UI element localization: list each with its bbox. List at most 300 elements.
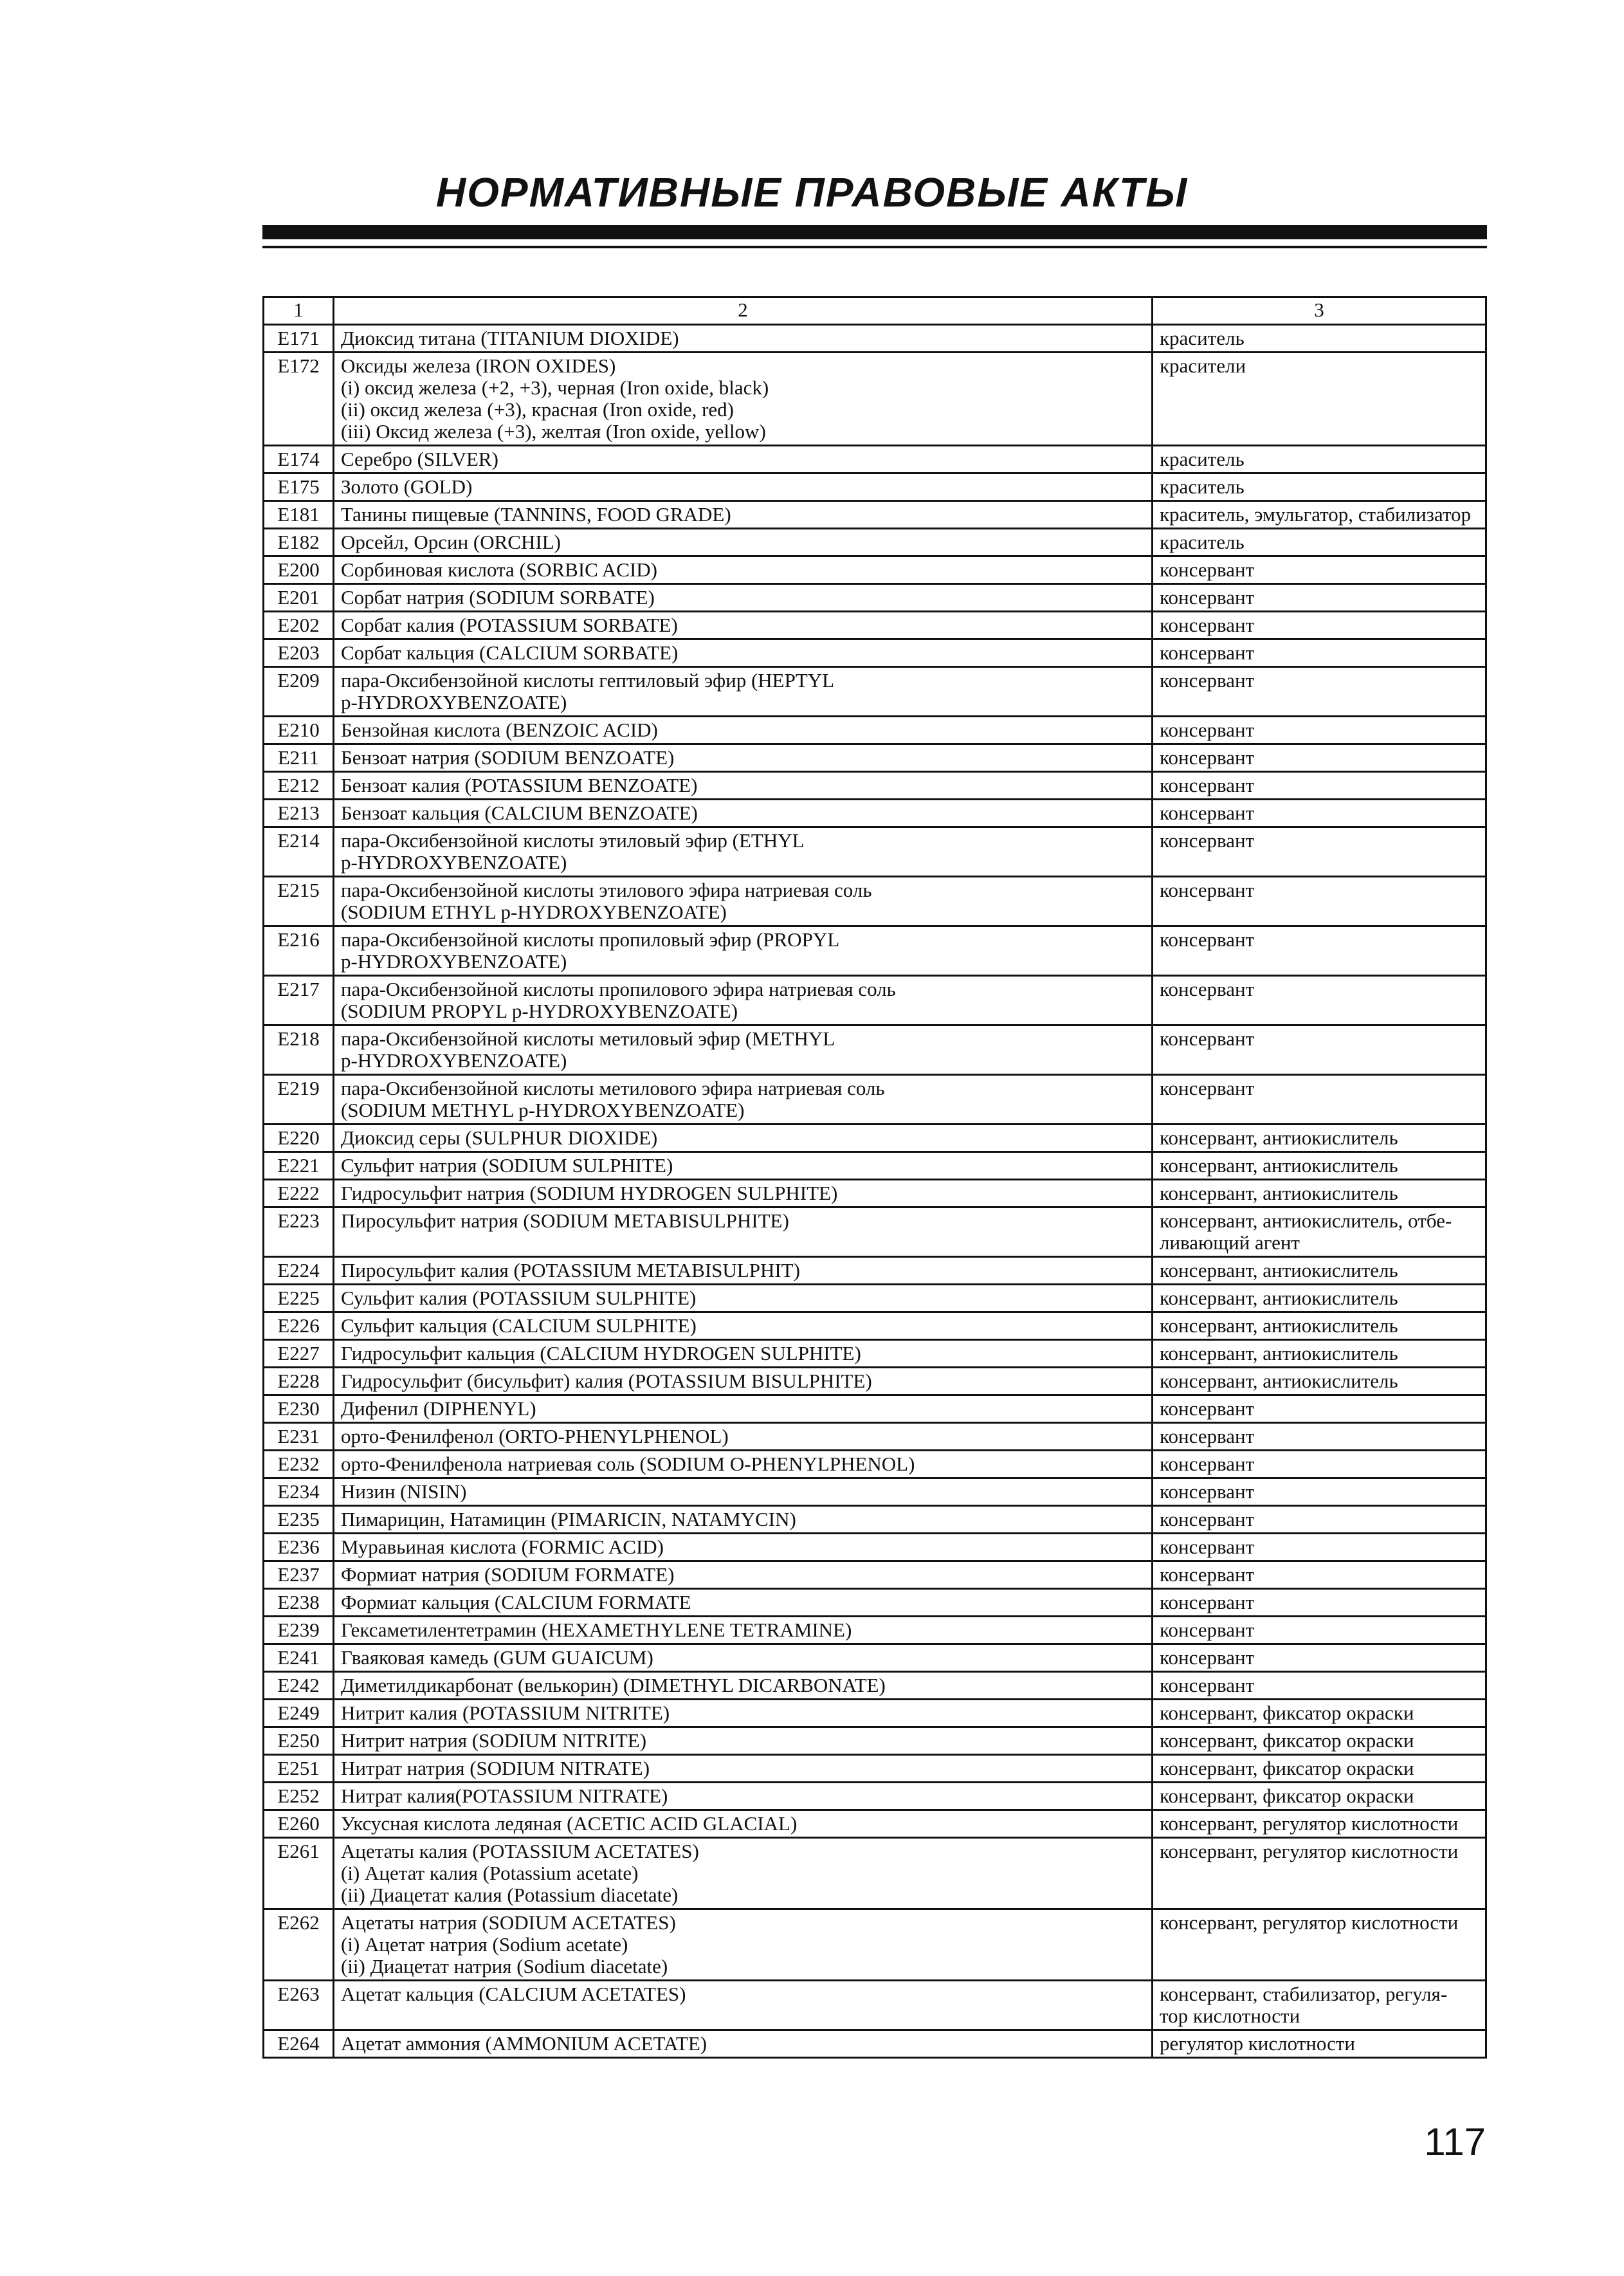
- additive-code-cell: E262: [264, 1909, 334, 1981]
- additive-code-cell: E181: [264, 501, 334, 529]
- additive-code-cell: E203: [264, 639, 334, 667]
- table-row: [264, 612, 1486, 639]
- additive-name-line: Гидросульфит натрия (SODIUM HYDROGEN SULPHITE): [341, 1182, 838, 1204]
- table-row: [264, 1534, 1486, 1561]
- table-row: [264, 1810, 1486, 1838]
- additive-code-cell: E228: [264, 1368, 334, 1395]
- additive-name-line: Муравьиная кислота (FORMIC ACID): [341, 1536, 664, 1558]
- additive-function-line: консервант: [1160, 1536, 1255, 1558]
- additive-code-cell: E261: [264, 1838, 334, 1909]
- additive-name-line: Ацетаты калия (POTASSIUM ACETATES): [341, 1840, 699, 1862]
- additive-function-line: консервант: [1160, 978, 1255, 1000]
- additive-function-cell: [1153, 612, 1486, 639]
- additive-function-cell: [1153, 1312, 1486, 1340]
- additive-name-line: Орсейл, Орсин (ORCHIL): [341, 531, 561, 553]
- additive-code-cell: E241: [264, 1644, 334, 1672]
- additive-function-cell: [1153, 877, 1486, 926]
- additive-function-line: консервант: [1160, 1674, 1255, 1696]
- additive-function-cell: [1153, 1909, 1486, 1981]
- additive-code-cell: E223: [264, 1207, 334, 1257]
- additive-function-cell: [1153, 1783, 1486, 1810]
- additive-code-cell: E239: [264, 1617, 334, 1644]
- table-row: [264, 1727, 1486, 1755]
- table-row: [264, 827, 1486, 877]
- additive-function-line: консервант, антиокислитель: [1160, 1287, 1398, 1309]
- additive-code-cell: E217: [264, 976, 334, 1025]
- table-row: [264, 800, 1486, 827]
- additive-name-cell: [334, 1534, 1153, 1561]
- table-row: [264, 1395, 1486, 1423]
- additive-name-cell: [334, 353, 1153, 446]
- additive-code-cell: E213: [264, 800, 334, 827]
- additive-function-line: консервант: [1160, 669, 1255, 692]
- additive-function-cell: [1153, 1207, 1486, 1257]
- additive-name-line: Уксусная кислота ледяная (ACETIC ACID GLACIAL): [341, 1812, 798, 1835]
- additive-function-cell: [1153, 1451, 1486, 1478]
- page-number: 117: [1424, 2120, 1486, 2163]
- column-header-1: 1: [264, 297, 334, 325]
- additive-name-line: (ii) оксид железа (+3), красная (Iron oxide, red): [341, 398, 734, 421]
- additive-name-line: Гидросульфит кальция (CALCIUM HYDROGEN SULPHITE): [341, 1342, 861, 1364]
- additive-function-cell: [1153, 1644, 1486, 1672]
- additive-code-cell: E227: [264, 1340, 334, 1368]
- additive-name-line: (iii) Оксид железа (+3), желтая (Iron oxide, yellow): [341, 420, 766, 443]
- additive-function-cell: [1153, 744, 1486, 772]
- additive-function-line: краситель: [1160, 475, 1245, 498]
- additive-name-cell: [334, 1312, 1153, 1340]
- additive-function-line: консервант, регулятор кислотности: [1160, 1911, 1459, 1934]
- additive-code-cell: E238: [264, 1589, 334, 1617]
- additive-name-line: Нитрит калия (POTASSIUM NITRITE): [341, 1702, 670, 1724]
- additive-function-cell: [1153, 1368, 1486, 1395]
- additive-function-cell: [1153, 556, 1486, 584]
- additive-function-cell: [1153, 667, 1486, 717]
- additive-code-cell: E225: [264, 1285, 334, 1312]
- additive-name-cell: [334, 1700, 1153, 1727]
- additive-function-line: консервант: [1160, 586, 1255, 609]
- additive-name-cell: [334, 772, 1153, 800]
- additive-name-line: (i) оксид железа (+2, +3), черная (Iron oxide, black): [341, 376, 769, 399]
- additive-name-cell: [334, 1075, 1153, 1124]
- table-row: [264, 1152, 1486, 1180]
- additive-name-line: Сульфит натрия (SODIUM SULPHITE): [341, 1154, 673, 1177]
- table-row: [264, 501, 1486, 529]
- title-rule: [262, 225, 1487, 239]
- additive-function-line: консервант: [1160, 1453, 1255, 1475]
- additive-name-cell: [334, 1124, 1153, 1152]
- table-row: [264, 353, 1486, 446]
- additive-function-cell: [1153, 1727, 1486, 1755]
- additive-function-cell: [1153, 1617, 1486, 1644]
- additive-function-cell: [1153, 639, 1486, 667]
- additive-function-cell: [1153, 926, 1486, 976]
- additive-function-cell: [1153, 473, 1486, 501]
- table-row: [264, 584, 1486, 612]
- additive-function-cell: [1153, 1672, 1486, 1700]
- additive-function-line: консервант: [1160, 774, 1255, 796]
- table-row: [264, 639, 1486, 667]
- additive-name-cell: [334, 1644, 1153, 1672]
- additive-name-line: (ii) Диацетат натрия (Sodium diacetate): [341, 1955, 668, 1978]
- additive-name-line: Нитрат натрия (SODIUM NITRATE): [341, 1757, 650, 1779]
- table-row: [264, 1909, 1486, 1981]
- table-row: [264, 1783, 1486, 1810]
- additive-name-line: Гидросульфит (бисульфит) калия (POTASSIUM BISULPHITE): [341, 1370, 872, 1392]
- additive-name-cell: [334, 1561, 1153, 1589]
- table-row: [264, 1561, 1486, 1589]
- additive-name-line: Бензойная кислота (BENZOIC ACID): [341, 719, 658, 741]
- additive-function-cell: [1153, 1124, 1486, 1152]
- additive-name-line: Пиросульфит натрия (SODIUM METABISULPHITE): [341, 1209, 789, 1232]
- additive-name-cell: [334, 1207, 1153, 1257]
- additive-name-line: пара-Оксибензойной кислоты пропиловый эфир (PROPYL: [341, 928, 840, 951]
- additive-function-line: консервант: [1160, 558, 1255, 581]
- additive-name-line: Золото (GOLD): [341, 475, 473, 498]
- table-row: [264, 717, 1486, 744]
- additive-name-cell: [334, 1285, 1153, 1312]
- additive-name-cell: [334, 1025, 1153, 1075]
- additive-function-line: консервант: [1160, 1619, 1255, 1641]
- additive-name-line: Диметилдикарбонат (велькорин) (DIMETHYL DICARBONATE): [341, 1674, 886, 1696]
- additive-name-line: Сульфит кальция (CALCIUM SULPHITE): [341, 1314, 697, 1337]
- additive-name-line: Низин (NISIN): [341, 1480, 467, 1503]
- additive-code-cell: E235: [264, 1506, 334, 1534]
- additive-name-cell: [334, 926, 1153, 976]
- additive-code-cell: E172: [264, 353, 334, 446]
- additive-function-cell: [1153, 717, 1486, 744]
- additive-function-cell: [1153, 1561, 1486, 1589]
- additive-function-line: консервант, антиокислитель: [1160, 1182, 1398, 1204]
- additive-name-line: Пимарицин, Натамицин (PIMARICIN, NATAMYCIN): [341, 1508, 796, 1530]
- table-row: [264, 473, 1486, 501]
- table-row: [264, 529, 1486, 556]
- additive-name-line: пара-Оксибензойной кислоты метилового эфира натриевая соль: [341, 1077, 885, 1099]
- additive-function-cell: [1153, 800, 1486, 827]
- additive-code-cell: E236: [264, 1534, 334, 1561]
- additive-name-cell: [334, 1727, 1153, 1755]
- additive-name-cell: [334, 744, 1153, 772]
- additive-name-cell: [334, 976, 1153, 1025]
- additive-function-cell: [1153, 1257, 1486, 1285]
- additive-name-cell: [334, 612, 1153, 639]
- additive-function-cell: [1153, 827, 1486, 877]
- additive-name-cell: [334, 1478, 1153, 1506]
- additive-function-line: красители: [1160, 354, 1246, 377]
- additive-code-cell: E201: [264, 584, 334, 612]
- additive-code-cell: E175: [264, 473, 334, 501]
- additive-function-line: консервант, антиокислитель: [1160, 1259, 1398, 1281]
- additive-name-line: Диоксид титана (TITANIUM DIOXIDE): [341, 327, 679, 349]
- additive-name-cell: [334, 667, 1153, 717]
- additive-name-cell: [334, 501, 1153, 529]
- additive-name-cell: [334, 1672, 1153, 1700]
- additives-table-wrap: [262, 296, 1487, 2059]
- additive-function-line: консервант: [1160, 1397, 1255, 1420]
- table-row: [264, 1075, 1486, 1124]
- additive-name-cell: [334, 1755, 1153, 1783]
- additive-name-cell: [334, 1506, 1153, 1534]
- additive-function-line: консервант, антиокислитель, отбе-: [1160, 1209, 1452, 1232]
- additive-code-cell: E214: [264, 827, 334, 877]
- additive-function-line: консервант: [1160, 1591, 1255, 1613]
- additive-code-cell: E211: [264, 744, 334, 772]
- column-header-3: 3: [1153, 297, 1486, 325]
- table-row: [264, 1838, 1486, 1909]
- table-row: [264, 976, 1486, 1025]
- additive-code-cell: E232: [264, 1451, 334, 1478]
- additive-function-cell: [1153, 1395, 1486, 1423]
- additive-code-cell: E220: [264, 1124, 334, 1152]
- additive-function-line: краситель: [1160, 531, 1245, 553]
- table-row: [264, 1025, 1486, 1075]
- additive-function-cell: [1153, 353, 1486, 446]
- table-row: [264, 1644, 1486, 1672]
- additive-name-cell: [334, 1810, 1153, 1838]
- additive-name-cell: [334, 1257, 1153, 1285]
- additive-name-cell: [334, 1395, 1153, 1423]
- additive-code-cell: E263: [264, 1981, 334, 2030]
- additive-name-line: Сорбат калия (POTASSIUM SORBATE): [341, 614, 678, 636]
- additive-function-line: консервант: [1160, 802, 1255, 824]
- additive-function-line: консервант: [1160, 746, 1255, 769]
- additive-function-line: консервант, фиксатор окраски: [1160, 1702, 1414, 1724]
- additive-name-cell: [334, 1451, 1153, 1478]
- additive-function-line: консервант: [1160, 1480, 1255, 1503]
- additive-function-line: консервант: [1160, 614, 1255, 636]
- table-row: [264, 446, 1486, 473]
- additive-code-cell: E174: [264, 446, 334, 473]
- additive-function-line: тор кислотности: [1160, 2005, 1300, 2027]
- additive-name-line: Нитрит натрия (SODIUM NITRITE): [341, 1729, 647, 1752]
- additive-function-cell: [1153, 1152, 1486, 1180]
- additive-name-cell: [334, 877, 1153, 926]
- additive-name-cell: [334, 1152, 1153, 1180]
- table-row: [264, 1285, 1486, 1312]
- table-row: [264, 1589, 1486, 1617]
- additive-name-line: Гваяковая камедь (GUM GUAICUM): [341, 1646, 653, 1669]
- additive-name-line: Серебро (SILVER): [341, 448, 498, 470]
- additive-name-line: Оксиды железа (IRON OXIDES): [341, 354, 616, 377]
- additive-code-cell: E260: [264, 1810, 334, 1838]
- additive-code-cell: E231: [264, 1423, 334, 1451]
- additive-name-line: Ацетат аммония (AMMONIUM ACETATE): [341, 2032, 707, 2055]
- additive-name-line: Сульфит калия (POTASSIUM SULPHITE): [341, 1287, 697, 1309]
- additive-function-line: консервант: [1160, 1563, 1255, 1586]
- additive-name-line: p-HYDROXYBENZOATE): [341, 950, 567, 973]
- additive-code-cell: E171: [264, 325, 334, 353]
- additive-code-cell: E252: [264, 1783, 334, 1810]
- additive-name-cell: [334, 1838, 1153, 1909]
- additive-name-cell: [334, 1423, 1153, 1451]
- additive-code-cell: E264: [264, 2030, 334, 2058]
- additive-name-line: Диоксид серы (SULPHUR DIOXIDE): [341, 1126, 658, 1149]
- additive-function-cell: [1153, 446, 1486, 473]
- additive-function-cell: [1153, 976, 1486, 1025]
- additive-function-line: консервант, антиокислитель: [1160, 1126, 1398, 1149]
- additive-name-line: орто-Фенилфенола натриевая соль (SODIUM O-PHENYLPHENOL): [341, 1453, 915, 1475]
- additive-code-cell: E234: [264, 1478, 334, 1506]
- additive-name-cell: [334, 1589, 1153, 1617]
- additive-code-cell: E182: [264, 529, 334, 556]
- table-row: [264, 1478, 1486, 1506]
- table-row: [264, 1672, 1486, 1700]
- additive-function-line: консервант, антиокислитель: [1160, 1154, 1398, 1177]
- additive-function-cell: [1153, 1981, 1486, 2030]
- additive-name-cell: [334, 2030, 1153, 2058]
- additive-function-cell: [1153, 2030, 1486, 2058]
- table-row: [264, 1180, 1486, 1207]
- table-row: [264, 1257, 1486, 1285]
- additive-name-line: пара-Оксибензойной кислоты гептиловый эфир (HEPTYL: [341, 669, 835, 692]
- additive-name-line: Ацетаты натрия (SODIUM ACETATES): [341, 1911, 676, 1934]
- title-rule-thin: [262, 246, 1487, 248]
- additive-function-line: консервант: [1160, 641, 1255, 664]
- additive-name-line: (i) Ацетат калия (Potassium acetate): [341, 1862, 639, 1884]
- additive-name-line: Дифенил (DIPHENYL): [341, 1397, 536, 1420]
- table-row: [264, 1340, 1486, 1368]
- additive-name-line: p-HYDROXYBENZOATE): [341, 691, 567, 713]
- additive-name-line: Пиросульфит калия (POTASSIUM METABISULPHIT): [341, 1259, 800, 1281]
- additive-name-line: (SODIUM ETHYL p-HYDROXYBENZOATE): [341, 901, 727, 923]
- additive-name-line: Сорбат кальция (CALCIUM SORBATE): [341, 641, 679, 664]
- table-header-row: [264, 297, 1486, 325]
- additive-code-cell: E224: [264, 1257, 334, 1285]
- additive-function-cell: [1153, 1285, 1486, 1312]
- additive-name-line: (SODIUM METHYL p-HYDROXYBENZOATE): [341, 1099, 745, 1121]
- table-row: [264, 877, 1486, 926]
- additive-function-cell: [1153, 1589, 1486, 1617]
- table-row: [264, 1451, 1486, 1478]
- additive-name-line: пара-Оксибензойной кислоты этилового эфира натриевая соль: [341, 879, 872, 901]
- additive-function-line: консервант, регулятор кислотности: [1160, 1812, 1459, 1835]
- table-row: [264, 1981, 1486, 2030]
- additive-name-cell: [334, 827, 1153, 877]
- additive-code-cell: E215: [264, 877, 334, 926]
- additive-function-line: консервант, антиокислитель: [1160, 1370, 1398, 1392]
- additive-function-cell: [1153, 1506, 1486, 1534]
- additive-function-line: краситель: [1160, 327, 1245, 349]
- additive-function-cell: [1153, 1478, 1486, 1506]
- additive-name-cell: [334, 1909, 1153, 1981]
- table-row: [264, 667, 1486, 717]
- additive-function-line: консервант, фиксатор окраски: [1160, 1729, 1414, 1752]
- additive-function-line: консервант: [1160, 1646, 1255, 1669]
- column-header-2: 2: [334, 297, 1153, 325]
- additive-name-line: Формиат натрия (SODIUM FORMATE): [341, 1563, 675, 1586]
- table-row: [264, 926, 1486, 976]
- additive-code-cell: E251: [264, 1755, 334, 1783]
- additive-name-line: Бензоат натрия (SODIUM BENZOATE): [341, 746, 675, 769]
- additive-name-line: Танины пищевые (TANNINS, FOOD GRADE): [341, 503, 731, 526]
- additive-code-cell: E226: [264, 1312, 334, 1340]
- additive-name-line: пара-Оксибензойной кислоты метиловый эфир (METHYL: [341, 1027, 835, 1050]
- table-row: [264, 772, 1486, 800]
- additive-name-line: Ацетат кальция (CALCIUM ACETATES): [341, 1983, 686, 2005]
- additive-function-cell: [1153, 1025, 1486, 1075]
- additive-name-cell: [334, 1368, 1153, 1395]
- additives-table: [262, 296, 1487, 2059]
- additive-name-line: пара-Оксибензойной кислоты этиловый эфир (ETHYL: [341, 829, 805, 852]
- additive-function-line: консервант: [1160, 719, 1255, 741]
- additive-function-cell: [1153, 1180, 1486, 1207]
- additive-code-cell: E221: [264, 1152, 334, 1180]
- additive-function-line: консервант: [1160, 1508, 1255, 1530]
- table-row: [264, 1700, 1486, 1727]
- additive-function-line: консервант: [1160, 1077, 1255, 1099]
- additive-function-cell: [1153, 1810, 1486, 1838]
- page-title: НОРМАТИВНЫЕ ПРАВОВЫЕ АКТЫ: [435, 169, 1189, 216]
- additive-function-line: консервант, антиокислитель: [1160, 1342, 1398, 1364]
- additive-function-cell: [1153, 1700, 1486, 1727]
- additive-function-cell: [1153, 501, 1486, 529]
- additive-code-cell: E219: [264, 1075, 334, 1124]
- additive-function-cell: [1153, 1423, 1486, 1451]
- additive-function-cell: [1153, 529, 1486, 556]
- additive-function-line: консервант: [1160, 1027, 1255, 1050]
- additive-name-line: p-HYDROXYBENZOATE): [341, 851, 567, 874]
- additive-name-line: Бензоат кальция (CALCIUM BENZOATE): [341, 802, 698, 824]
- additive-name-line: орто-Фенилфенол (ORTO-PHENYLPHENOL): [341, 1425, 729, 1447]
- additive-name-cell: [334, 446, 1153, 473]
- table-row: [264, 1423, 1486, 1451]
- additive-name-cell: [334, 556, 1153, 584]
- additive-function-line: консервант: [1160, 928, 1255, 951]
- table-row: [264, 1368, 1486, 1395]
- additive-code-cell: E250: [264, 1727, 334, 1755]
- additive-name-line: p-HYDROXYBENZOATE): [341, 1049, 567, 1072]
- table-row: [264, 1207, 1486, 1257]
- table-row: [264, 1617, 1486, 1644]
- table-row: [264, 556, 1486, 584]
- additive-name-line: Сорбиновая кислота (SORBIC ACID): [341, 558, 657, 581]
- additive-function-line: консервант, регулятор кислотности: [1160, 1840, 1459, 1862]
- additive-name-cell: [334, 800, 1153, 827]
- additive-function-line: краситель: [1160, 448, 1245, 470]
- additive-code-cell: E202: [264, 612, 334, 639]
- additive-name-cell: [334, 1617, 1153, 1644]
- additive-function-cell: [1153, 325, 1486, 353]
- additive-name-line: (i) Ацетат натрия (Sodium acetate): [341, 1933, 628, 1956]
- additive-function-line: консервант, фиксатор окраски: [1160, 1757, 1414, 1779]
- additive-function-cell: [1153, 1075, 1486, 1124]
- additive-name-cell: [334, 325, 1153, 353]
- additive-function-line: краситель, эмульгатор, стабилизатор: [1160, 503, 1471, 526]
- additive-function-cell: [1153, 584, 1486, 612]
- additive-name-cell: [334, 473, 1153, 501]
- additive-function-line: консервант, фиксатор окраски: [1160, 1785, 1414, 1807]
- additive-name-line: Формиат кальция (CALCIUM FORMATE: [341, 1591, 691, 1613]
- additive-name-cell: [334, 717, 1153, 744]
- additive-code-cell: E237: [264, 1561, 334, 1589]
- additive-function-line: консервант, стабилизатор, регуля-: [1160, 1983, 1448, 2005]
- additive-function-line: консервант: [1160, 1425, 1255, 1447]
- additive-name-line: Нитрат калия(POTASSIUM NITRATE): [341, 1785, 668, 1807]
- additive-name-line: Бензоат калия (POTASSIUM BENZOATE): [341, 774, 698, 796]
- additive-code-cell: E200: [264, 556, 334, 584]
- table-row: [264, 1755, 1486, 1783]
- additive-name-cell: [334, 584, 1153, 612]
- table-row: [264, 1506, 1486, 1534]
- additive-name-line: (ii) Диацетат калия (Potassium diacetate): [341, 1884, 679, 1906]
- table-row: [264, 1124, 1486, 1152]
- additive-function-cell: [1153, 1755, 1486, 1783]
- additive-name-cell: [334, 529, 1153, 556]
- additive-name-cell: [334, 639, 1153, 667]
- additive-name-cell: [334, 1783, 1153, 1810]
- additive-function-line: консервант, антиокислитель: [1160, 1314, 1398, 1337]
- additive-code-cell: E216: [264, 926, 334, 976]
- additive-function-line: ливающий агент: [1160, 1231, 1300, 1254]
